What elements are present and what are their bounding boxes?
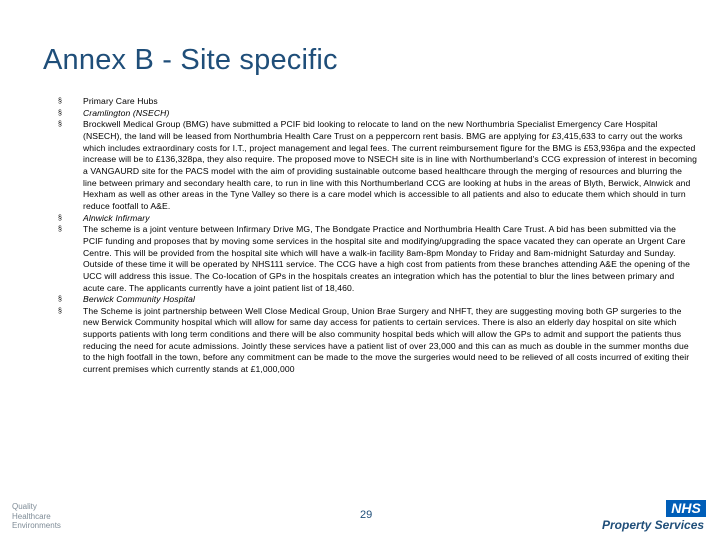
property-services-label: Property Services — [602, 518, 705, 532]
bullet-icon: § — [58, 98, 62, 105]
qhe-logo-line: Environments — [12, 521, 61, 530]
bullet-icon: § — [58, 226, 62, 234]
bullet-text: Primary Care Hubs — [83, 96, 158, 106]
bullet-icon: § — [58, 121, 62, 129]
bullet-item — [58, 224, 698, 294]
slide-title: Annex B - Site specific — [43, 44, 338, 76]
page-number: 29 — [360, 509, 373, 521]
bullet-text: Alnwick Infirmary — [83, 212, 150, 223]
nhs-logo: NHS — [666, 500, 706, 517]
bullet-list — [58, 96, 698, 376]
bullet-icon: § — [58, 307, 62, 315]
bullet-item — [58, 306, 698, 376]
bullet-icon: § — [58, 109, 62, 117]
bullet-item — [58, 119, 698, 212]
bullet-icon: § — [58, 296, 62, 304]
bullet-text: Berwick Community Hospital — [83, 294, 195, 305]
bullet-icon: § — [58, 214, 62, 222]
bullet-item — [58, 96, 698, 108]
qhe-logo-line: Healthcare — [12, 511, 51, 521]
bullet-item — [58, 294, 698, 306]
bullet-item — [58, 108, 698, 120]
qhe-logo — [12, 502, 61, 531]
bullet-text: Brockwell Medical Group (BMG) have submitted a PCIF bid looking to relocate to land on the new Northumbria Specialist Emergency Care Hospital (NSECH), the land will be leased from Northumbria Health Care Trust on a peppercorn rent basis. BMG are applying for £3,415,633 to carry out the works which includes extraordinary costs for I.T., project management and legal fees. The current reimbursement figure for the BMG is £53,936pa and the expected increase will be to £136,328pa, they also require. The proposed move to NSECH site is in line with Northumberland's CCG expression of interest in becoming a VANGAURD site for the PACS model with the aim of providing sustainable outcome based healthcare through the merging of resources and blurring the line between primary and secondary health care, to run in line with this Northumberland CCG are looking at hubs in the areas of Blyth, Berwick, Alnwick and Hexham as well as other areas in the Tyne Valley so there is a care model which is accessible to all patients and also to educate them which should in turn reduce footfall to A&E. — [83, 119, 697, 211]
bullet-item — [58, 213, 698, 225]
qhe-logo-line: Quality — [12, 502, 37, 511]
bullet-text: The scheme is a joint venture between Infirmary Drive MG, The Bondgate Practice and Northumbria Health Care Trust. A bid has been submitted via the PCIF funding and proposes that by moving some services in the hospital site and modifying/upgrading the space vacated they can operate an Urgent Care Centre. This will be provided from the hospital site which will have a walk-in facility 8am-8pm Monday to Friday and 8am-midnight Saturday and Sunday. Outside of these time it will be operated by NHS111 service. The CCG have a high cost from patients from these branches attending A&E the opening of the UCC will address this issue. The Co-location of GPs in the hospitals creates an integration which has the potential to blur the lines between primary and acute care. The applicants currently have a joint patient list of 18,460. — [83, 224, 691, 293]
bullet-text: The Scheme is joint partnership between Well Close Medical Group, Union Brae Surgery and NHFT, they are suggesting moving both GP surgeries to the new Berwick Community hospital which will allow for same day access for patients to certain services. There is also an elderly day hospital on site which supports patients with long term conditions and there will be also community hospital beds which will allow the GPs to admit and support the patients thus reducing the need for acute admissions. Jointly these services have a patient list of over 23,000 and this can as much as double in the summer months due to the high footfall in the town, before any commitment can be made to the move the surgeries would need to be relieved of all costs incurred of exiting their current premises which currently stands at £1,000,000 — [83, 305, 690, 375]
bullet-text: Cramlington (NSECH) — [83, 107, 170, 118]
